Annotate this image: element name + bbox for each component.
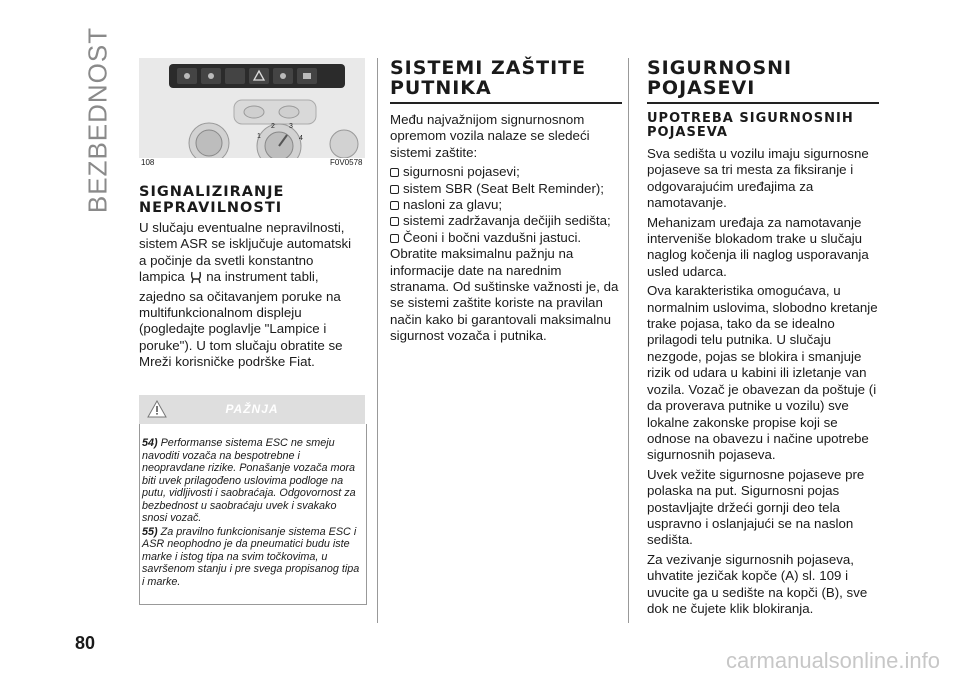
subheading-upotreba: UPOTREBA SIGURNOSNIH POJASEVA <box>647 111 854 140</box>
watermark: carmanualsonline.info <box>725 648 940 673</box>
list-item: nasloni za glavu; <box>390 197 622 213</box>
col3-paragraph: Sva sedišta u vozilu imaju sigurnosne pojaseve sa tri mesta za fiksiranje i odgovarajućim uređajima za namotavanje. <box>647 146 869 211</box>
col1-line-2: sistem ASR se isključuje automatski <box>139 236 352 252</box>
list-item: sistemi zadržavanja dečijih sedišta; <box>390 213 622 229</box>
col1-paragraph <box>139 220 367 371</box>
col2-intro: Među najvažnijom signurnosnom opremom vozila nalaze se sledeći sistemi zaštite: <box>390 112 590 160</box>
column-divider-2 <box>628 58 629 623</box>
dial-number-1: 1 <box>257 133 261 140</box>
warning-text <box>142 437 364 589</box>
heading-sigurnosni-pojasevi: SIGURNOSNI POJASEVI <box>647 58 879 104</box>
column-divider-1 <box>377 58 378 623</box>
warning-item-number: 54) <box>142 437 158 449</box>
dial-number-3: 3 <box>289 123 293 130</box>
dial-number-4: 4 <box>299 135 303 142</box>
col3-paragraph: Mehanizam uređaja za namotavanje interveniše blokadom trake u slučaju naglog kočenja ili naglog usporavanja usled udarca. <box>647 214 869 279</box>
col2-outro: Obratite maksimalnu pažnju na informacije date na narednim stranama. Od suštinske važnosti je, da se sistemi zaštite koriste na pravilan način kako bi garantovali maksimalnu sigurnost vozača i putnika. <box>390 246 619 344</box>
column-2 <box>390 58 622 348</box>
dashboard-figure <box>139 58 365 158</box>
col1-line-1: U slučaju eventualne nepravilnosti, <box>139 220 345 235</box>
dial-number-2: 2 <box>271 123 275 130</box>
col1-after-icon: na instrument tabli, <box>206 269 319 285</box>
heading-signaliziranje: SIGNALIZIRANJE NEPRAVILNOSTI <box>139 184 285 216</box>
protection-list <box>390 164 622 246</box>
warning-item-number: 55) <box>142 525 158 538</box>
column-3 <box>647 58 879 620</box>
col3-paragraph: Za vezivanje sigurnosnih pojaseva, uhvatite jezičak kopče (A) sl. 109 i uvucite ga u sedište na kopči (B), sve dok ne čujete klik blokiranja. <box>647 551 868 616</box>
warning-bar <box>139 395 365 424</box>
warning-title: PAŽNJA <box>225 402 279 416</box>
list-item: sigurnosni pojasevi; <box>390 164 622 180</box>
warning-item-text: Performanse sistema ESC ne smeju navoditi vozača na bespotrebne i neopravdane rizike. Ponašanje vozača mora biti uvek prilagođeno uslovima podloge na putu, vidljivosti i saobraćaja. Odgovornost za bezbednost u saobraćaju uvek i svakako snosi vozač. <box>142 437 356 524</box>
col1-lampica-word: lampica <box>139 269 185 285</box>
figure-number: 108 <box>141 158 155 167</box>
figure-code: F0V0578 <box>330 158 363 167</box>
warning-item-text: Za pravilno funkcionisanje sistema ESC i ASR neophodno je da pneumatici budu iste marke i istog tipa na svim točkovima, u savršenom stanju i pre svega propisanog tipa i marke. <box>142 525 360 588</box>
list-item: Čeoni i bočni vazdušni jastuci. <box>390 230 622 246</box>
column-1 <box>139 184 367 374</box>
col3-paragraph: Ova karakteristika omogućava, u normalnim uslovima, slobodno kretanje trake pojasa, tako da se idealno prilagodi telu putnika. U slučaju nezgode, pojas se blokira i smanjuje rizik od udara u kabini ili izletanje van vozila. Vozač je obavezan da poštuje (i da proverava putnike u vozilu) sve lokalne zakonske propise koji se odnose na obavezu i načine upotrebe sigurnosnih pojaseva. <box>647 283 878 463</box>
col1-rest: zajedno sa očitavanjem poruke na multifunkcionalnom displeju (pogledajte poglavlje "Lampice i poruke"). U tom slučaju obratite se Mreži korisničke podrške Fiat. <box>139 288 343 370</box>
col1-line-3: a počinje da svetli konstantno <box>139 252 314 268</box>
dashboard-illustration <box>139 58 365 158</box>
warning-item <box>142 437 364 525</box>
list-item: sistem SBR (Seat Belt Reminder); <box>390 181 622 197</box>
page-number: 80 <box>75 633 96 653</box>
warning-item <box>142 526 364 589</box>
section-side-title: BEZBEDNOST <box>82 26 113 214</box>
col3-paragraph: Uvek vežite sigurnosne pojaseve pre polaska na put. Sigurnosni pojas postavljajte držeći gornji deo tela uspravno i oslanjajući se na naslon sedišta. <box>647 466 865 548</box>
asr-warning-icon <box>189 270 203 288</box>
heading-sistemi-zastite: SISTEMI ZAŠTITE PUTNIKA <box>390 58 622 104</box>
